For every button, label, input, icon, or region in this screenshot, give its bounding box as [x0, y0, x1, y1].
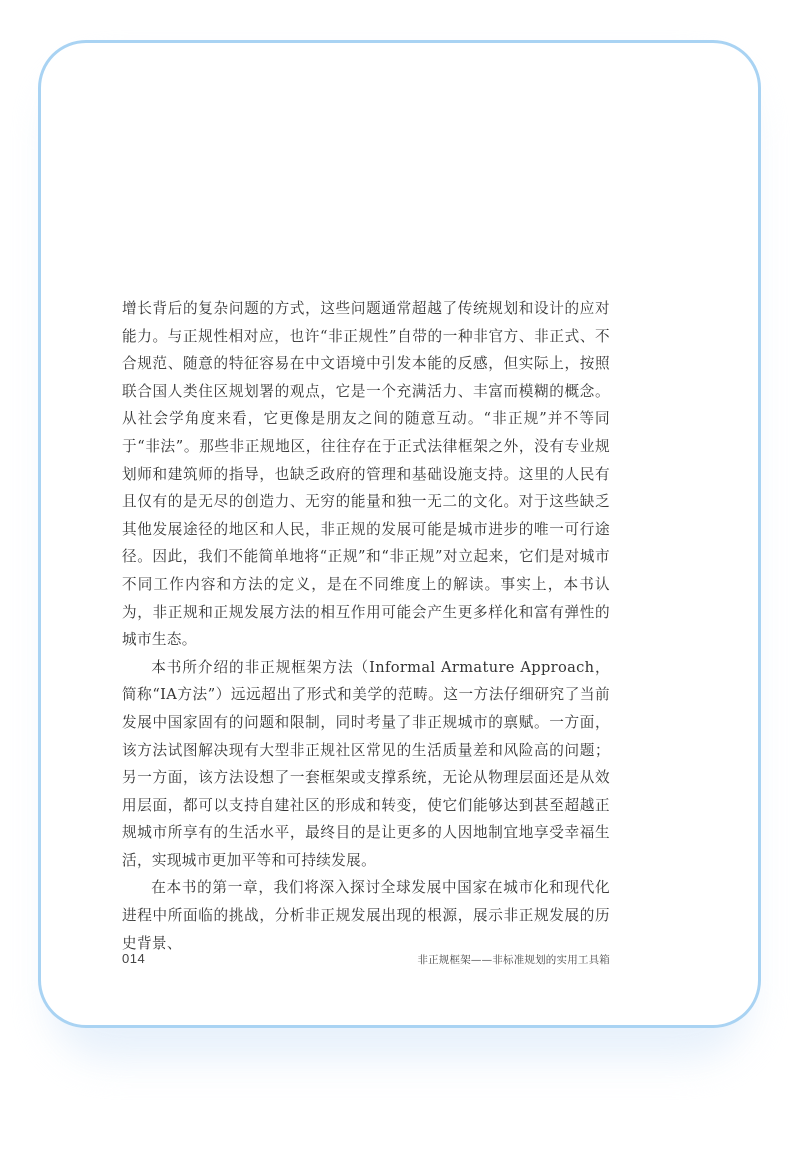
running-title: 非正规框架——非标准规划的实用工具箱 — [417, 954, 610, 966]
paragraph-ia-approach: 本书所介绍的非正规框架方法（Informal Armature Approach，简称“IA方法”）远远超出了形式和美学的范畴。这一方法仔细研究了当前发展中国家固有的问题和限制，同时考量了非正规城市的禀赋。一方面，该方法试图解决现有大型非正规社区常见的生活质量差和风险高的问题；另一方面，该方法设想了一套框架或支撑系统，无论从物理层面还是从效用层面，都可以支持自建社区的形成和转变，使它们能够达到甚至超越正规城市所享有的生活水平，最终目的是让更多的人因地制宜地享受幸福生活，实现城市更加平等和可持续发展。 — [122, 658, 610, 869]
page-number: 014 — [122, 951, 146, 966]
page-footer — [122, 950, 610, 970]
page-body-text — [122, 295, 610, 957]
paragraph-continuation: 增长背后的复杂问题的方式，这些问题通常超越了传统规划和设计的应对能力。与正规性相对应，也许“非正规性”自带的一种非官方、非正式、不合规范、随意的特征容易在中文语境中引发本能的反感，但实际上，按照联合国人类住区规划署的观点，它是一个充满活力、丰富而模糊的概念。从社会学角度来看，它更像是朋友之间的随意互动。“非正规”并不等同于“非法”。那些非正规地区，往往存在于正式法律框架之外，没有专业规划师和建筑师的指导，也缺乏政府的管理和基础设施支持。这里的人民有且仅有的是无尽的创造力、无穷的能量和独一无二的文化。对于这些缺乏其他发展途径的地区和人民，非正规的发展可能是城市进步的唯一可行途径。因此，我们不能简单地将“正规”和“非正规”对立起来，它们是对城市不同工作内容和方法的定义，是在不同维度上的解读。事实上，本书认为，非正规和正规发展方法的相互作用可能会产生更多样化和富有弹性的城市生态。 — [122, 300, 610, 649]
paragraph-chapter-one: 在本书的第一章，我们将深入探讨全球发展中国家在城市化和现代化进程中所面临的挑战，分析非正规发展出现的根源，展示非正规发展的历史背景、 — [122, 879, 610, 952]
